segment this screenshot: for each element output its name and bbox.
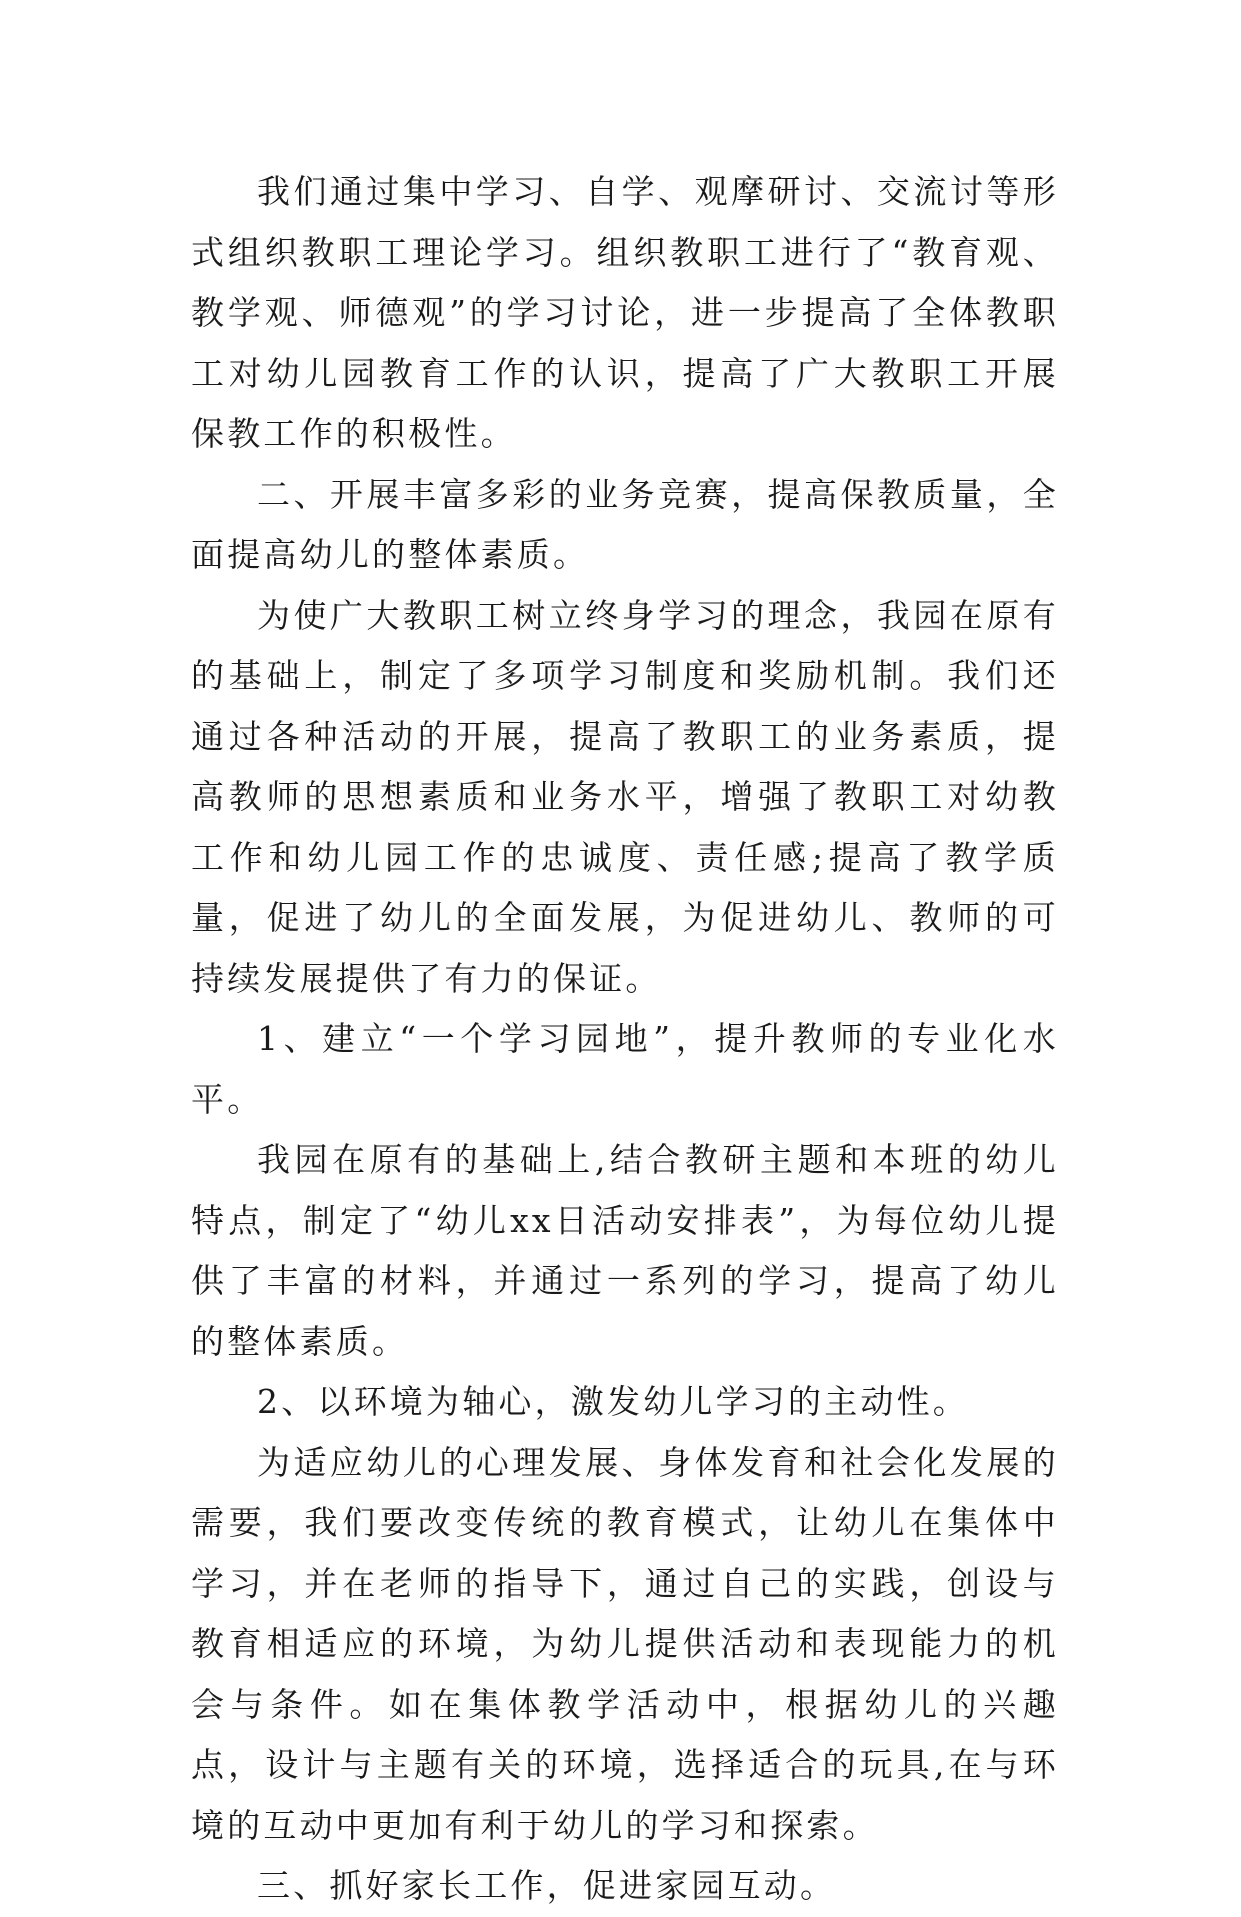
document-body	[191, 162, 1059, 1917]
heading-item-two: 2、以环境为轴心，激发幼儿学习的主动性。	[257, 1382, 969, 1421]
paragraph-activity-schedule: 我园在原有的基础上,结合教研主题和本班的幼儿特点，制定了“幼儿xx日活动安排表”，为每位幼儿提供了丰富的材料，并通过一系列的学习，提高了幼儿的整体素质。	[191, 1140, 1059, 1361]
paragraph-environment: 为适应幼儿的心理发展、身体发育和社会化发展的需要，我们要改变传统的教育模式，让幼儿在集体中学习，并在老师的指导下，通过自己的实践，创设与教育相适应的环境，为幼儿提供活动和表现能力的机会与条件。如在集体教学活动中，根据幼儿的兴趣点，设计与主题有关的环境，选择适合的玩具,在与环境的互动中更加有利于幼儿的学习和探索。	[191, 1442, 1059, 1845]
paragraph-lifelong-learning: 为使广大教职工树立终身学习的理念，我园在原有的基础上，制定了多项学习制度和奖励机制。我们还通过各种活动的开展，提高了教职工的业务素质，提高教师的思想素质和业务水平，增强了教职工对幼教工作和幼儿园工作的忠诚度、责任感;提高了教学质量，促进了幼儿的全面发展，为促进幼儿、教师的可持续发展提供了有力的保证。	[191, 595, 1059, 998]
heading-section-two: 二、开展丰富多彩的业务竞赛，提高保教质量，全面提高幼儿的整体素质。	[191, 474, 1059, 574]
heading-section-three: 三、抓好家长工作，促进家园互动。	[257, 1866, 837, 1905]
heading-item-one: 1、建立“一个学习园地”，提升教师的专业化水平。	[191, 1019, 1059, 1119]
paragraph-study-organization: 我们通过集中学习、自学、观摩研讨、交流讨等形式组织教职工理论学习。组织教职工进行了“教育观、教学观、师德观”的学习讨论，进一步提高了全体教职工对幼儿园教育工作的认识，提高了广大教职工开展保教工作的积极性。	[191, 172, 1059, 453]
